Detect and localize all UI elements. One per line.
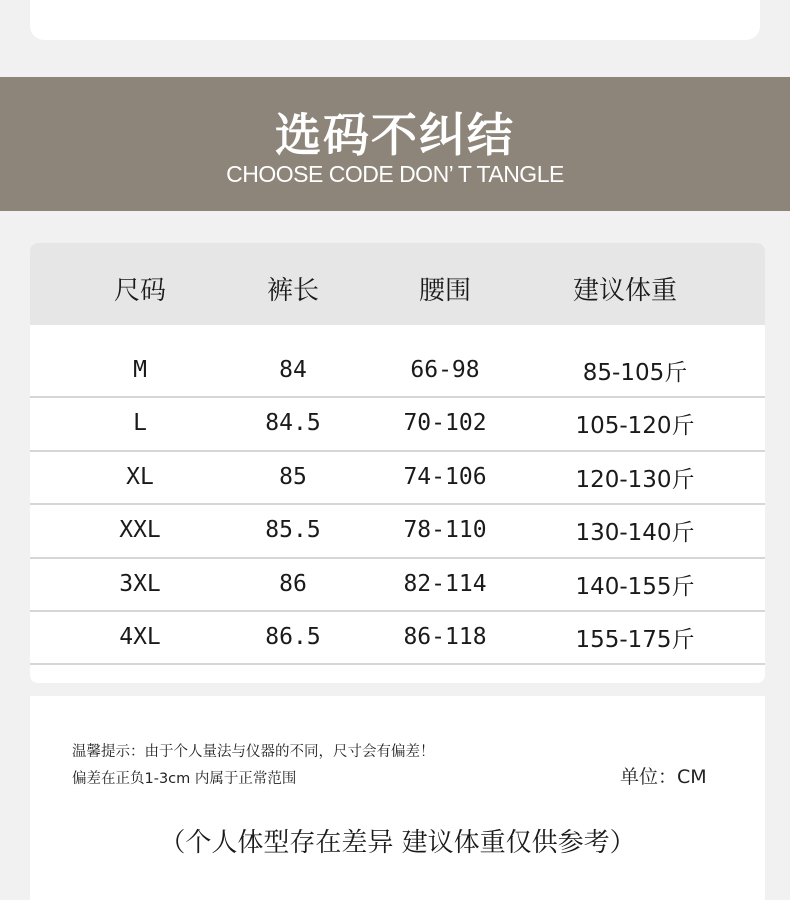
cell-size: M: [133, 357, 147, 383]
cell-weight: 140-155斤: [575, 574, 695, 600]
cell-size: 3XL: [119, 571, 161, 597]
header-waist: 腰围: [418, 276, 471, 306]
cell-weight: 105-120斤: [575, 413, 695, 439]
table-row: [30, 452, 765, 505]
header-length: 裤长: [266, 276, 319, 306]
cell-size: XL: [126, 464, 154, 490]
unit-label: 单位：CM: [620, 766, 707, 788]
banner-subtitle: CHOOSE CODE DON’ T TANGLE: [226, 161, 564, 187]
table-header: [30, 243, 765, 325]
cell-length: 84: [279, 357, 307, 383]
cell-waist: 82-114: [403, 571, 487, 597]
cell-weight: 130-140斤: [575, 520, 695, 546]
cell-length: 86: [279, 571, 307, 597]
cell-waist: 66-98: [410, 357, 480, 383]
banner-title: 选码不纠结: [275, 108, 515, 162]
header-weight: 建议体重: [572, 276, 677, 306]
cell-weight: 155-175斤: [575, 627, 695, 653]
cell-size: XXL: [119, 517, 161, 543]
notes-card: [30, 696, 765, 900]
measurement-tip: 温馨提示：由于个人量法与仪器的不同，尺寸会有偏差！: [72, 744, 435, 760]
cell-length: 84.5: [265, 410, 321, 436]
weight-disclaimer: （个人体型存在差异 建议体重仅供参考）: [159, 828, 636, 858]
cell-size: 4XL: [119, 624, 161, 650]
table-row: [30, 345, 765, 398]
cell-length: 85.5: [265, 517, 321, 543]
cell-size: L: [133, 410, 147, 436]
table-row: [30, 559, 765, 612]
cell-length: 86.5: [265, 624, 321, 650]
cell-waist: 74-106: [403, 464, 487, 490]
cell-length: 85: [279, 464, 307, 490]
tolerance-note: 偏差在正负1-3cm 内属于正常范围: [72, 771, 297, 787]
cell-waist: 70-102: [403, 410, 487, 436]
cell-waist: 78-110: [403, 517, 487, 543]
title-banner: [0, 77, 790, 211]
cell-weight: 85-105斤: [582, 360, 688, 386]
size-table: [30, 243, 765, 683]
top-card: [30, 0, 760, 40]
cell-weight: 120-130斤: [575, 467, 695, 493]
table-row: [30, 612, 765, 665]
table-row: [30, 398, 765, 451]
cell-waist: 86-118: [403, 624, 487, 650]
header-size: 尺码: [113, 276, 166, 306]
table-row: [30, 505, 765, 558]
row-divider: [30, 663, 765, 665]
